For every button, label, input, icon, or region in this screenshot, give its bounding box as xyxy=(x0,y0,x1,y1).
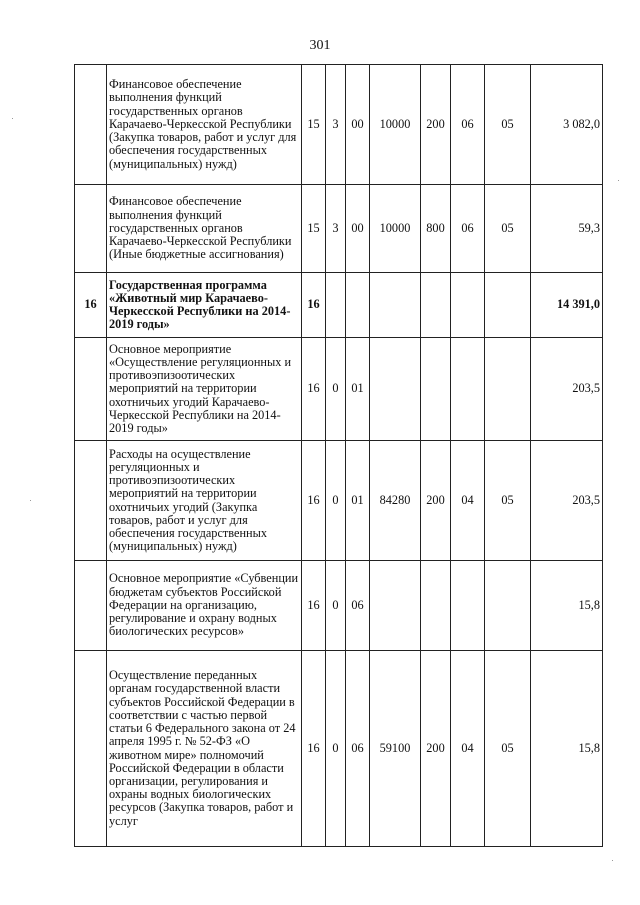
subsection-code-cell: 05 xyxy=(485,651,531,847)
table-row xyxy=(75,65,603,185)
row-name-cell: Осуществление переданных органам государственной власти субъектов Российской Федерации в соответствии с частью первой статьи 6 Федерального закона от 24 апреля 1995 г. № 52-ФЗ «О животном мире» полномочий Российской Федерации в области организации, регулирования и охраны водных биологических ресурсов (Закупка товаров, работ и услуг xyxy=(107,651,302,847)
amount-cell: 203,5 xyxy=(531,441,603,561)
section-code-cell xyxy=(451,561,485,651)
main-event-code-cell: 06 xyxy=(346,561,370,651)
scan-speck xyxy=(618,180,619,181)
row-name-cell: Финансовое обеспечение выполнения функций государственных органов Карачаево-Черкесской Республики (Иные бюджетные ассигнования) xyxy=(107,185,302,273)
direction-code-cell xyxy=(370,561,421,651)
subsection-code-cell xyxy=(485,561,531,651)
subprogram-code-cell: 0 xyxy=(326,441,346,561)
scan-speck xyxy=(612,860,613,861)
program-code-cell: 15 xyxy=(302,65,326,185)
section-code-cell: 06 xyxy=(451,185,485,273)
subprogram-code-cell: 3 xyxy=(326,185,346,273)
row-number-cell xyxy=(75,338,107,441)
subsection-code-cell xyxy=(485,338,531,441)
section-code-cell: 04 xyxy=(451,441,485,561)
row-number-cell xyxy=(75,561,107,651)
subprogram-code-cell xyxy=(326,273,346,338)
amount-cell: 203,5 xyxy=(531,338,603,441)
row-name-cell: Расходы на осуществление регуляционных и противоэпизоотических мероприятий на территории охотничьих угодий (Закупка товаров, работ и услуг для обеспечения государственных (муниципальных) нужд) xyxy=(107,441,302,561)
main-event-code-cell: 01 xyxy=(346,441,370,561)
subprogram-code-cell: 0 xyxy=(326,651,346,847)
expense-type-cell: 200 xyxy=(421,65,451,185)
program-code-cell: 16 xyxy=(302,561,326,651)
amount-cell: 15,8 xyxy=(531,651,603,847)
table-row xyxy=(75,441,603,561)
scan-speck xyxy=(30,500,31,501)
section-code-cell xyxy=(451,338,485,441)
table-row xyxy=(75,561,603,651)
section-code-cell: 06 xyxy=(451,65,485,185)
amount-cell: 59,3 xyxy=(531,185,603,273)
main-event-code-cell: 00 xyxy=(346,185,370,273)
table-body xyxy=(75,65,603,847)
row-number-cell xyxy=(75,185,107,273)
table-row xyxy=(75,651,603,847)
page-number: 301 xyxy=(309,38,331,53)
expense-type-cell: 200 xyxy=(421,651,451,847)
row-number-cell xyxy=(75,441,107,561)
table-row xyxy=(75,273,603,338)
row-number-cell xyxy=(75,651,107,847)
subprogram-code-cell: 0 xyxy=(326,338,346,441)
table-row xyxy=(75,185,603,273)
main-event-code-cell xyxy=(346,273,370,338)
subsection-code-cell: 05 xyxy=(485,185,531,273)
expense-type-cell xyxy=(421,338,451,441)
amount-cell: 3 082,0 xyxy=(531,65,603,185)
budget-table xyxy=(74,64,603,847)
expense-type-cell xyxy=(421,273,451,338)
subsection-code-cell: 05 xyxy=(485,441,531,561)
expense-type-cell: 200 xyxy=(421,441,451,561)
program-code-cell: 16 xyxy=(302,273,326,338)
section-code-cell xyxy=(451,273,485,338)
table-row xyxy=(75,338,603,441)
row-name-cell: Основное мероприятие «Субвенции бюджетам субъектов Российской Федерации на организацию, регулирование и охрану водных биологических ресурсов» xyxy=(107,561,302,651)
program-code-cell: 16 xyxy=(302,441,326,561)
amount-cell: 14 391,0 xyxy=(531,273,603,338)
amount-cell: 15,8 xyxy=(531,561,603,651)
row-name-cell: Государственная программа «Животный мир Карачаево-Черкесской Республики на 2014-2019 годы» xyxy=(107,273,302,338)
program-code-cell: 16 xyxy=(302,651,326,847)
direction-code-cell: 10000 xyxy=(370,65,421,185)
main-event-code-cell: 01 xyxy=(346,338,370,441)
row-name-cell: Основное мероприятие «Осуществление регуляционных и противоэпизоотических мероприятий на территории охотничьих угодий Карачаево-Черкесской Республики на 2014-2019 годы» xyxy=(107,338,302,441)
direction-code-cell: 10000 xyxy=(370,185,421,273)
main-event-code-cell: 06 xyxy=(346,651,370,847)
subsection-code-cell xyxy=(485,273,531,338)
subsection-code-cell: 05 xyxy=(485,65,531,185)
section-code-cell: 04 xyxy=(451,651,485,847)
row-name-cell: Финансовое обеспечение выполнения функций государственных органов Карачаево-Черкесской Республики (Закупка товаров, работ и услуг для обеспечения государственных (муниципальных) нужд) xyxy=(107,65,302,185)
direction-code-cell: 84280 xyxy=(370,441,421,561)
program-code-cell: 15 xyxy=(302,185,326,273)
main-event-code-cell: 00 xyxy=(346,65,370,185)
direction-code-cell xyxy=(370,273,421,338)
subprogram-code-cell: 0 xyxy=(326,561,346,651)
expense-type-cell: 800 xyxy=(421,185,451,273)
scan-speck xyxy=(12,118,13,119)
subprogram-code-cell: 3 xyxy=(326,65,346,185)
program-code-cell: 16 xyxy=(302,338,326,441)
direction-code-cell xyxy=(370,338,421,441)
row-number-cell xyxy=(75,65,107,185)
expense-type-cell xyxy=(421,561,451,651)
direction-code-cell: 59100 xyxy=(370,651,421,847)
row-number-cell: 16 xyxy=(75,273,107,338)
